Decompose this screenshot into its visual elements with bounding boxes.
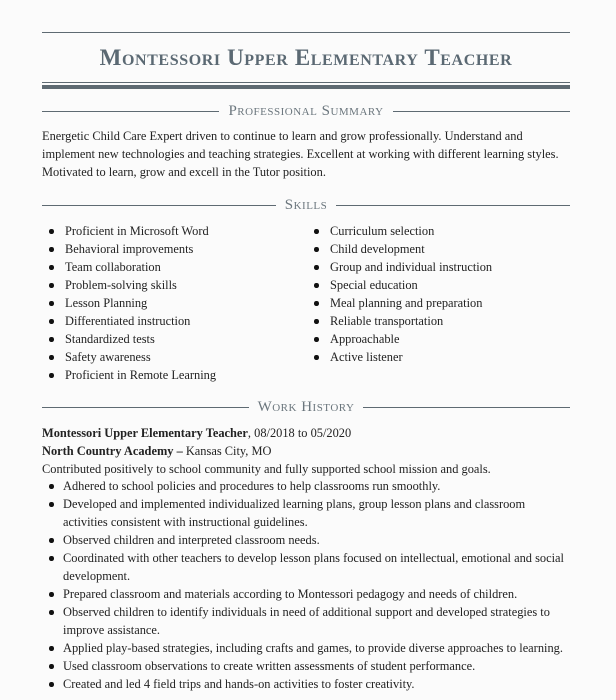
resume-title: Montessori Upper Elementary Teacher: [99, 45, 513, 70]
skills-list-left: [42, 222, 216, 384]
skill-item: Proficient in Microsoft Word: [42, 222, 216, 240]
summary-text: Energetic Child Care Expert driven to continue to learn and grow professionally. Understand and implement new technologies and teaching strategies. Excellent at working with different learning styles. Motivated to learn, grow and excell in the Tutor position.: [42, 129, 559, 179]
job-employer: North Country Academy –: [42, 444, 183, 458]
duty-item: Adhered to school policies and procedures to help classrooms run smoothly.: [42, 477, 570, 495]
divider-line: [42, 111, 219, 112]
skill-item: Differentiated instruction: [42, 312, 216, 330]
job-duties-list: [42, 477, 570, 693]
duty-item: Prepared classroom and materials according to Montessori pedagogy and needs of children.: [42, 585, 570, 603]
divider-line: [42, 407, 249, 408]
skills-list-right: [307, 222, 492, 366]
skill-item: Behavioral improvements: [42, 240, 216, 258]
duty-item: Created and led 4 field trips and hands-on activities to foster creativity.: [42, 675, 570, 693]
skill-item: Team collaboration: [42, 258, 216, 276]
header-thin-rule: [42, 82, 570, 83]
duty-item: Coordinated with other teachers to develop lesson plans focused on intellectual, emotional and social development.: [42, 549, 570, 585]
skill-item: Reliable transportation: [307, 312, 492, 330]
skill-item: Curriculum selection: [307, 222, 492, 240]
job-intro: Contributed positively to school community and fully supported school mission and goals.: [42, 462, 491, 476]
job-title: Montessori Upper Elementary Teacher: [42, 426, 248, 440]
job-employer-line: [42, 442, 271, 460]
duty-item: Observed children to identify individuals in need of additional support and developed strategies to improve assistance.: [42, 603, 570, 639]
duty-item: Applied play-based strategies, including crafts and games, to provide diverse approaches to learning.: [42, 639, 570, 657]
divider-line: [363, 407, 570, 408]
skill-item: Problem-solving skills: [42, 276, 216, 294]
skills-heading: [42, 195, 570, 215]
header-top-rule: [42, 32, 570, 33]
duty-item: Used classroom observations to create written assessments of student performance.: [42, 657, 570, 675]
summary-heading-label: Professional Summary: [228, 102, 384, 119]
skill-item: Approachable: [307, 330, 492, 348]
skills-heading-label: Skills: [284, 196, 328, 213]
divider-line: [393, 111, 570, 112]
job-dates: , 08/2018 to 05/2020: [247, 426, 352, 440]
skill-item: Special education: [307, 276, 492, 294]
work-history-heading: [42, 397, 570, 417]
job-location: Kansas City, MO: [182, 444, 272, 458]
skill-item: Safety awareness: [42, 348, 216, 366]
duty-item: Observed children and interpreted classroom needs.: [42, 531, 570, 549]
skill-item: Lesson Planning: [42, 294, 216, 312]
divider-line: [42, 205, 276, 206]
duty-item: Developed and implemented individualized learning plans, group lesson plans and classroom activities consistent with instructional guidelines.: [42, 495, 570, 531]
summary-heading: [42, 101, 570, 121]
job-title-line: [42, 424, 351, 442]
skill-item: Meal planning and preparation: [307, 294, 492, 312]
skill-item: Active listener: [307, 348, 492, 366]
header-thick-rule: [42, 85, 570, 89]
skill-item: Standardized tests: [42, 330, 216, 348]
skill-item: Group and individual instruction: [307, 258, 492, 276]
skill-item: Child development: [307, 240, 492, 258]
work-history-heading-label: Work History: [257, 398, 355, 415]
divider-line: [336, 205, 570, 206]
skill-item: Proficient in Remote Learning: [42, 366, 216, 384]
